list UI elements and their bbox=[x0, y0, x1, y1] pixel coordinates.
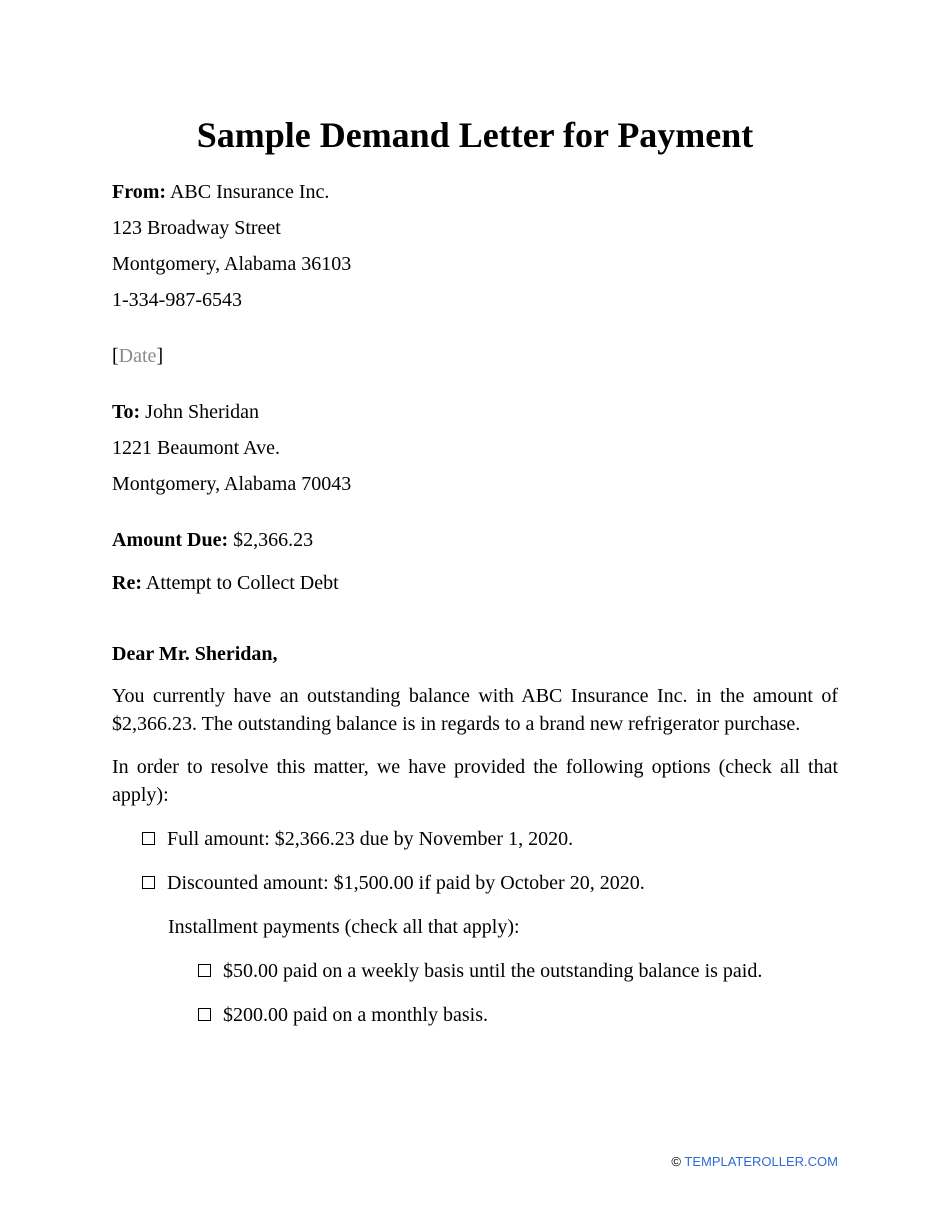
re-value: Attempt to Collect Debt bbox=[145, 572, 339, 594]
sender-city: Montgomery, Alabama 36103 bbox=[112, 253, 352, 275]
option-discounted-amount-label: Discounted amount: $1,500.00 if paid by October 20, 2020. bbox=[167, 872, 645, 894]
date-bracket-open: [ bbox=[112, 345, 119, 367]
sender-name-line bbox=[112, 180, 329, 204]
document-title: Sample Demand Letter for Payment bbox=[196, 115, 754, 155]
footer bbox=[671, 1154, 838, 1170]
amount-due-label: Amount Due: bbox=[112, 529, 229, 551]
date-bracket-close: ] bbox=[156, 345, 164, 367]
amount-due-line bbox=[112, 528, 313, 552]
amount-due-value: $2,366.23 bbox=[233, 529, 314, 551]
body-paragraph: In order to resolve this matter, we have provided the following options (check all that apply): bbox=[112, 756, 838, 806]
option-full-amount bbox=[142, 827, 573, 851]
option-full-amount-label: Full amount: $2,366.23 due by November 1, 2020. bbox=[167, 828, 574, 850]
date-placeholder: Date bbox=[118, 345, 157, 367]
option-weekly-installment-checkbox[interactable] bbox=[198, 964, 211, 977]
copyright-symbol: © bbox=[671, 1154, 681, 1169]
to-label: To: bbox=[112, 401, 141, 423]
option-monthly-installment bbox=[198, 1003, 488, 1027]
option-discounted-amount-checkbox[interactable] bbox=[142, 876, 155, 889]
body-paragraph: You currently have an outstanding balance with ABC Insurance Inc. in the amount of $2,366.23. The outstanding balance is in regards to a brand new refrigerator purchase. bbox=[112, 685, 838, 735]
recipient-name: John Sheridan bbox=[145, 401, 260, 423]
option-monthly-installment-label: $200.00 paid on a monthly basis. bbox=[223, 1004, 488, 1026]
option-weekly-installment bbox=[198, 959, 762, 983]
date-field[interactable] bbox=[112, 344, 163, 368]
sender-street: 123 Broadway Street bbox=[112, 217, 281, 239]
recipient-city: Montgomery, Alabama 70043 bbox=[112, 473, 352, 495]
option-monthly-installment-checkbox[interactable] bbox=[198, 1008, 211, 1021]
option-weekly-installment-label: $50.00 paid on a weekly basis until the outstanding balance is paid. bbox=[223, 960, 763, 982]
option-full-amount-checkbox[interactable] bbox=[142, 832, 155, 845]
sender-name: ABC Insurance Inc. bbox=[169, 181, 330, 203]
salutation: Dear Mr. Sheridan, bbox=[112, 643, 278, 665]
re-line bbox=[112, 571, 339, 595]
templateroller-link[interactable]: TEMPLATEROLLER.COM bbox=[684, 1154, 838, 1169]
option-discounted-amount bbox=[142, 871, 645, 895]
recipient-street: 1221 Beaumont Ave. bbox=[112, 437, 280, 459]
sender-phone: 1-334-987-6543 bbox=[112, 289, 242, 311]
re-label: Re: bbox=[112, 572, 142, 594]
from-label: From: bbox=[112, 181, 167, 203]
recipient-name-line bbox=[112, 400, 259, 424]
installment-heading: Installment payments (check all that apply): bbox=[168, 916, 520, 938]
